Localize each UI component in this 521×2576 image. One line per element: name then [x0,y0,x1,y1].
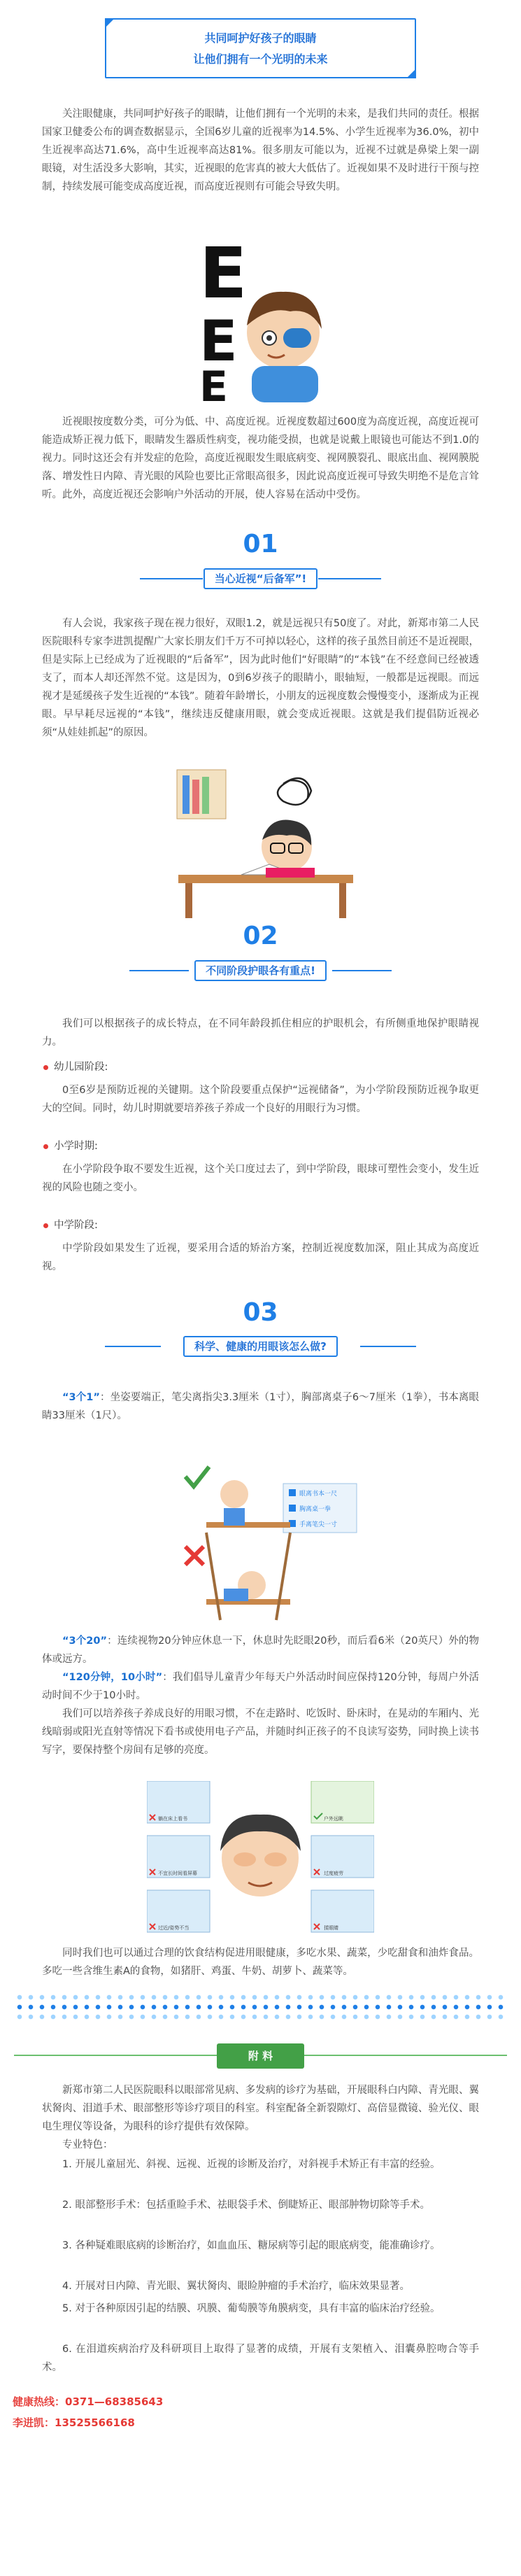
doctor-phone: 李进凯：13525566168 [13,2416,135,2429]
confusion-scribble [278,778,311,805]
kid-at-desk-illustration [164,763,357,920]
habit-label: 躺在床上看书 [158,1816,187,1822]
intro-paragraph: 关注眼健康，共同呵护好孩子的眼睛，让他们拥有一个光明的未来，是我们共同的责任。根据国家卫健委公布的调查数据显示，全国6岁儿童的近视率为14.5%、小学生近视率为36.0%，初中生近视率高达71.6%，高中生近视率高达81%。很多朋友可能以为，近视不过就是鼻梁上架一副眼镜，对生活没多大影响，其实，近视眼的危害真的被大大低估了。近视如果不及时进行干预与控制，持续发展可能变成高度近视，而高度近视则有可能会导致失明。 [42,108,479,192]
check-icon [185,1467,209,1486]
specialty-item: 5. 对于各种原因引起的结膜、巩膜、葡萄膜等角膜病变，具有丰富的临床治疗经验。 [62,2303,441,2314]
header-subtitle: 让他们拥有一个光明的未来 [193,52,328,66]
dot-divider [14,1994,507,2000]
section-number: 03 [243,1298,278,1327]
rule-120min: “120分钟，10小时”：我们倡导儿童青少年每天户外活动时间应保持120分钟，每周户外活动时间不少于10小时。 [42,1672,479,1701]
bullet-icon [43,1144,48,1149]
hotline: 健康热线：0371—68385643 [13,2395,164,2408]
diet-paragraph: 同时我们也可以通过合理的饮食结构促进用眼健康，多吃水果、蔬菜，少吃甜食和油炸食品。多吃一些含维生素A的食物，如猪肝、鸡蛋、牛奶、胡萝卜、蔬菜等。 [42,1948,479,1977]
section-number: 02 [243,922,278,950]
section2-intro: 我们可以根据孩子的成长特点，在不同年龄段抓住相应的护眼机会，有所侧重地保护眼睛视力。 [42,1018,479,1048]
corner-decoration [105,18,115,28]
specialty-item: 2. 眼部整形手术：包括重睑手术、祛眼袋手术、倒睫矫正、眼部肿物切除等手术。 [62,2200,430,2211]
doctor-phone-number: 13525566168 [55,2416,135,2429]
posture-label: 胸离桌一拳 [299,1506,331,1513]
section1-paragraph: 有人会说，我家孩子现在视力很好，双眼1.2，就是远视只有50度了。对此，新郑市第二人民医院眼科专家李进凯提醒广大家长朋友们千万不可掉以轻心，这样的孩子虽然目前还不是近视眼，但是实际上已经成为了近视眼的“后备军”，因为此时他们“好眼睛”的“本钱”在不经意间已经被透支了，而本人却还浑然不觉。这是因为，0到6岁孩子的眼睛小，眼轴短，一般都是远视眼。而远视才是延缓孩子发生近视的“本钱”。随着年龄增长，小朋友的远视度数会慢慢变小，逐渐成为正视眼。早早耗尽远视的“本钱”，继续违反健康用眼，就会变成近视眼。这就是我们提倡防近视必须“从娃娃抓起”的原因。 [42,618,479,738]
stage-text: 在小学阶段争取不要发生近视，这个关口度过去了，到中学阶段，眼球可塑性会变小，发生近视的风险也随之变小。 [42,1164,479,1193]
posture-label: 眼离书本一尺 [299,1491,338,1498]
classification-paragraph: 近视眼按度数分类，可分为低、中、高度近视。近视度数超过600度为高度近视，高度近视可能造成矫正视力低下，眼睛发生器质性病变，视功能受损，也就是说戴上眼镜也可能达不到1.0的视力。同时这还会有并发症的危险，高度近视眼发生眼底病变、视网膜裂孔、眼底出血、视网膜脱落、增发性日内障、青光眼的风险也要比正常眼高很多，因此说高度近视可导致失明绝不是危言耸听。此外，高度近视还会影响户外活动的开展，使人容易在活动中受伤。 [42,416,479,500]
section-title: 不同阶段护眼各有重点! [0,960,521,981]
header-box [105,18,416,78]
section-number: 01 [243,530,278,558]
stage-label: 中学阶段: [43,1217,98,1234]
specialty-item: 3. 各种疑难眼底病的诊断治疗，如血血压、糖尿病等引起的眼底病变，能准确诊疗。 [62,2240,441,2251]
stage-text: 0至6岁是预防近视的关键期。这个阶段要重点保护“远视储备”，为小学阶段预防近视争取更大的空间。同时，幼儿时期就要培养孩子养成一个良好的用眼行为习惯。 [42,1085,479,1114]
hotline-number: 0371—68385643 [65,2395,164,2408]
eye-habits-illustration [147,1781,374,1935]
habit-label: 过度疲劳 [324,1871,343,1876]
remark-line [14,2055,217,2056]
habit-label: 揉眼睛 [324,1925,338,1931]
eye-chart-letter: E [199,363,228,402]
eye-chart-letter: E [199,241,248,314]
boy-shirt [252,366,318,402]
corner-decoration [406,69,416,78]
dot-divider [14,2014,507,2020]
habit-label: 过近/姿势不当 [158,1925,190,1931]
eye-chart-illustration [185,241,336,402]
eye-chart-letter: E [199,309,238,374]
habit-label: 户外远眺 [324,1816,343,1822]
rule-3x1: “3个1”：坐姿要端正，笔尖离指尖3.3厘米（1寸），胸部离桌子6～7厘米（1拳），书本离眼睛33厘米（1尺）。 [42,1392,479,1421]
kid-body [266,868,315,878]
remark-line [304,2055,507,2056]
habit-paragraph: 我们可以培养孩子养成良好的用眼习惯，不在走路时、吃饭时、卧床时，在晃动的车厢内、光线暗弱或阳光直射等情况下看书或使用电子产品，并随时纠正孩子的不良读写姿势，同时换上读书写字，要保持整个房间有足够的亮度。 [42,1708,479,1756]
stage-label: 幼儿园阶段: [43,1059,108,1076]
stage-text: 中学阶段如果发生了近视，要采用合适的矫治方案，控制近视度数加深，阻止其成为高度近视。 [42,1243,479,1272]
section-title: 当心近视“后备军”! [0,568,521,589]
specialty-item: 4. 开展对日内障、青光眼、翼状胬肉、眼睑肿瘤的手术治疗，临床效果显著。 [62,2281,410,2292]
bullet-icon [43,1065,48,1070]
remark-badge: 附 料 [217,2043,304,2069]
section-title: 科学、健康的用眼该怎么做? [0,1336,521,1357]
specialty-item: 1. 开展儿童屈光、斜视、远视、近视的诊断及治疗，对斜视手术矫正有丰富的经验。 [62,2159,441,2170]
rule-3x20: “3个20”：连续视物20分钟应休息一下，休息时先眨眼20秒，而后看6米（20英尺）外的物体或远方。 [42,1635,480,1665]
bullet-icon [43,1223,48,1228]
cross-icon [185,1547,204,1565]
dot-divider [14,2004,507,2010]
specialty-heading: 专业特色： [62,2139,113,2151]
occluder [283,328,311,348]
posture-label: 手离笔尖一寸 [299,1521,338,1528]
specialty-item: 6. 在泪道疾病治疗及科研项目上取得了显著的成绩，开展有支架植入、泪囊鼻腔吻合等手术。 [42,2344,479,2373]
department-intro: 新郑市第二人民医院眼科以眼部常见病、多发病的诊疗为基础，开展眼科白内障、青光眼、翼状胬肉、泪道手术、眼部整形等诊疗项目的科室。科室配备全新裂隙灯、高倍显微镜、验光仪、眼电生理仪等设备，为眼科的诊疗提供有效保障。 [42,2085,479,2132]
header-title: 共同呵护好孩子的眼睛 [204,31,317,45]
stage-label: 小学时期: [43,1138,98,1155]
posture-illustration [157,1456,364,1624]
habit-label: 不宜长时间看屏幕 [158,1871,197,1876]
